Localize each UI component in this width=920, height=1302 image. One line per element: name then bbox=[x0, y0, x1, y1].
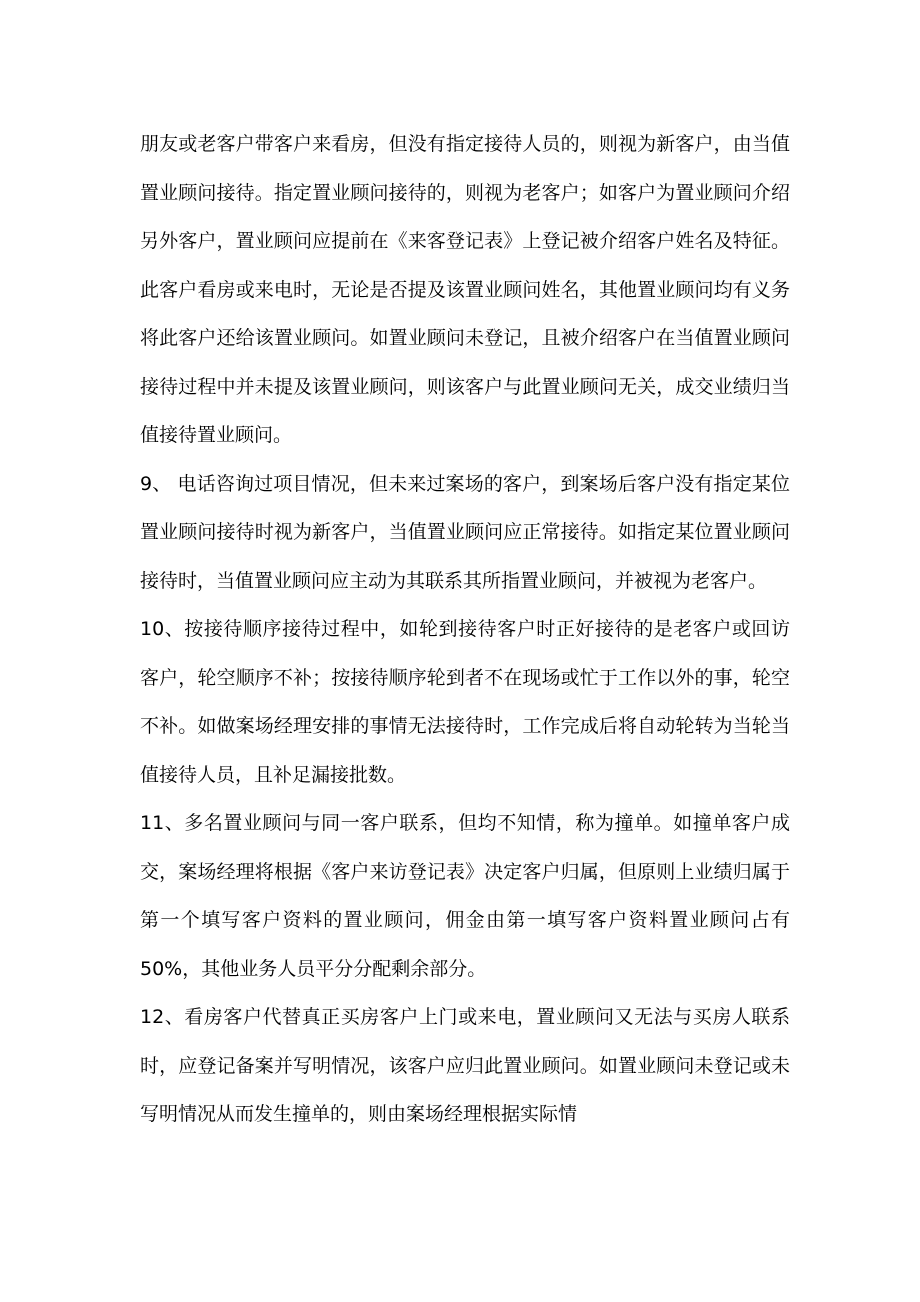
paragraph-item-9: 9、 电话咨询过项目情况，但未来过案场的客户，到案场后客户没有指定某位置业顾问接待时视为新客户，当值置业顾问应正常接待。如指定某位置业顾问接待时，当值置业顾问应主动为其联系其所指置业顾问，并被视为老客户。 bbox=[140, 472, 790, 592]
paragraph-continuation: 朋友或老客户带客户来看房，但没有指定接待人员的，则视为新客户，由当值置业顾问接待。指定置业顾问接待的，则视为老客户；如客户为置业顾问介绍另外客户，置业顾问应提前在《来客登记表》上登记被介绍客户姓名及特征。此客户看房或来电时，无论是否提及该置业顾问姓名，其他置业顾问均有义务将此客户还给该置业顾问。如置业顾问未登记，且被介绍客户在当值置业顾问接待过程中并未提及该置业顾问，则该客户与此置业顾问无关，成交业绩归当值接待置业顾问。 bbox=[140, 133, 790, 446]
paragraph-item-10: 10、按接待顺序接待过程中，如轮到接待客户时正好接待的是老客户或回访客户，轮空顺序不补；按接待顺序轮到者不在现场或忙于工作以外的事，轮空不补。如做案场经理安排的事情无法接待时，工作完成后将自动轮转为当轮当值接待人员，且补足漏接批数。 bbox=[140, 618, 790, 786]
paragraph-item-11: 11、多名置业顾问与同一客户联系，但均不知情，称为撞单。如撞单客户成交，案场经理将根据《客户来访登记表》决定客户归属，但原则上业绩归属于第一个填写客户资料的置业顾问，佣金由第一填写客户资料置业顾问占有 50%，其他业务人员平分分配剩余部分。 bbox=[140, 812, 790, 980]
body-text bbox=[140, 120, 790, 1139]
paragraph-item-12: 12、看房客户代替真正买房客户上门或来电，置业顾问又无法与买房人联系时，应登记备案并写明情况，该客户应归此置业顾问。如置业顾问未登记或未写明情况从而发生撞单的，则由案场经理根据实际情 bbox=[140, 1006, 790, 1125]
